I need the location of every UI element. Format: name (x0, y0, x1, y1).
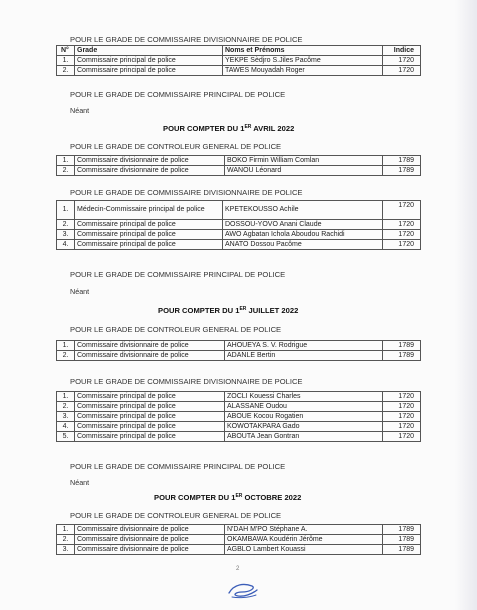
cell-grade: Commissaire principal de police (75, 230, 223, 240)
date-sup: ER (244, 124, 252, 130)
cell-index: 1720 (383, 392, 421, 402)
cell-number: 2. (57, 402, 75, 412)
page-number: 2 (236, 566, 240, 572)
table-row (57, 341, 421, 351)
cell-name: ZOCLI Kouessi Charles (225, 392, 383, 402)
cell-grade: Médecin-Commissaire principal de police (75, 201, 223, 220)
table-row (57, 422, 421, 432)
cell-name: AHOUEYA S. V. Rodrigue (225, 341, 383, 351)
cell-number: 1. (57, 156, 75, 166)
table-commissaire-divisionnaire-1 (56, 45, 421, 76)
cell-grade: Commissaire principal de police (75, 412, 225, 422)
cell-name: AWO Agbatan Ichola Aboudou Rachidi (223, 230, 383, 240)
cell-index: 1720 (383, 66, 421, 76)
cell-number: 1. (57, 56, 75, 66)
date-suffix: OCTOBRE 2022 (242, 493, 302, 502)
cell-name: N'DAH M'PO Stéphane A. (225, 525, 383, 535)
table-row (57, 412, 421, 422)
section-heading: POUR LE GRADE DE CONTROLEUR GENERAL DE POLICE (70, 142, 282, 151)
table-row (57, 535, 421, 545)
date-prefix: POUR COMPTER DU 1 (163, 124, 245, 133)
cell-index: 1720 (383, 412, 421, 422)
cell-number: 2. (57, 535, 75, 545)
cell-name: ANATO Dossou Pacôme (223, 240, 383, 250)
section-heading: POUR LE GRADE DE COMMISSAIRE PRINCIPAL DE POLICE (70, 270, 286, 279)
cell-index: 1789 (383, 545, 421, 555)
cell-index: 1720 (383, 432, 421, 442)
cell-number: 3. (57, 545, 75, 555)
table-row (57, 201, 421, 220)
cell-number: 2. (57, 66, 75, 76)
table-controleur-general-1 (56, 155, 421, 176)
cell-grade: Commissaire divisionnaire de police (75, 545, 225, 555)
cell-number: 4. (57, 422, 75, 432)
cell-number: 2. (57, 166, 75, 176)
cell-grade: Commissaire principal de police (75, 56, 223, 66)
date-prefix: POUR COMPTER DU 1 (158, 306, 240, 315)
cell-name: ABOUTA Jean Gontran (225, 432, 383, 442)
cell-name: OKAMBAWA Koudérin Jérôme (225, 535, 383, 545)
cell-name: ALASSANE Oudou (225, 402, 383, 412)
cell-name: WANOU Léonard (225, 166, 383, 176)
cell-index: 1789 (383, 341, 421, 351)
cell-name: YEKPE Sèdjro S.Jiles Pacôme (223, 56, 383, 66)
effective-date-heading (163, 124, 294, 133)
cell-grade: Commissaire principal de police (75, 240, 223, 250)
cell-number: 3. (57, 412, 75, 422)
table-commissaire-divisionnaire-2 (56, 200, 421, 250)
cell-grade: Commissaire divisionnaire de police (75, 535, 225, 545)
cell-number: 3. (57, 230, 75, 240)
signature-mark (226, 580, 260, 600)
table-row (57, 166, 421, 176)
cell-index: 1720 (383, 201, 421, 220)
cell-index: 1789 (383, 351, 421, 361)
cell-index: 1720 (383, 230, 421, 240)
column-header: Grade (75, 46, 223, 56)
date-suffix: AVRIL 2022 (251, 124, 295, 133)
cell-name: TAWES Mouyadah Roger (223, 66, 383, 76)
table-row (57, 392, 421, 402)
cell-name: ADANLE Bertin (225, 351, 383, 361)
date-suffix: JUILLET 2022 (246, 306, 299, 315)
cell-name: ABOUE Kocou Rogatien (225, 412, 383, 422)
cell-grade: Commissaire principal de police (75, 422, 225, 432)
table-row (57, 66, 421, 76)
effective-date-heading (158, 306, 298, 315)
cell-grade: Commissaire principal de police (75, 392, 225, 402)
table-row (57, 525, 421, 535)
table-controleur-general-3 (56, 524, 421, 555)
table-row (57, 351, 421, 361)
column-header: N° (57, 46, 75, 56)
table-commissaire-divisionnaire-3 (56, 391, 421, 442)
table-row (57, 240, 421, 250)
section-heading: POUR LE GRADE DE COMMISSAIRE PRINCIPAL DE POLICE (70, 90, 286, 99)
page-edge-shadow (455, 0, 477, 610)
column-header: Indice (383, 46, 421, 56)
table-row (57, 220, 421, 230)
section-heading: POUR LE GRADE DE COMMISSAIRE DIVISIONNAIRE DE POLICE (70, 35, 303, 44)
table-controleur-general-2 (56, 340, 421, 361)
cell-index: 1720 (383, 240, 421, 250)
cell-grade: Commissaire divisionnaire de police (75, 351, 225, 361)
cell-index: 1720 (383, 402, 421, 412)
neant-text: Néant (70, 287, 90, 296)
cell-grade: Commissaire divisionnaire de police (75, 166, 225, 176)
table-row (57, 432, 421, 442)
cell-grade: Commissaire divisionnaire de police (75, 156, 225, 166)
cell-number: 4. (57, 240, 75, 250)
table-header-row (57, 46, 421, 56)
cell-name: KPETEKOUSSO Achile (223, 201, 383, 220)
cell-grade: Commissaire principal de police (75, 220, 223, 230)
cell-index: 1789 (383, 156, 421, 166)
neant-text: Néant (70, 478, 90, 487)
cell-name: BOKO Firmin William Comlan (225, 156, 383, 166)
cell-index: 1720 (383, 56, 421, 66)
date-prefix: POUR COMPTER DU 1 (154, 493, 236, 502)
neant-text: Néant (70, 106, 90, 115)
table-row (57, 230, 421, 240)
cell-index: 1789 (383, 166, 421, 176)
section-heading: POUR LE GRADE DE COMMISSAIRE DIVISIONNAIRE DE POLICE (70, 188, 303, 197)
column-header: Noms et Prénoms (223, 46, 383, 56)
cell-index: 1720 (383, 422, 421, 432)
cell-grade: Commissaire principal de police (75, 402, 225, 412)
table-row (57, 56, 421, 66)
cell-name: KOWOTAKPARA Gado (225, 422, 383, 432)
table-row (57, 402, 421, 412)
cell-index: 1789 (383, 535, 421, 545)
cell-number: 1. (57, 341, 75, 351)
table-row (57, 545, 421, 555)
cell-grade: Commissaire principal de police (75, 432, 225, 442)
cell-grade: Commissaire divisionnaire de police (75, 341, 225, 351)
cell-name: DOSSOU-YOVO Anani Claude (223, 220, 383, 230)
cell-grade: Commissaire divisionnaire de police (75, 525, 225, 535)
cell-number: 2. (57, 351, 75, 361)
cell-index: 1720 (383, 220, 421, 230)
cell-grade: Commissaire principal de police (75, 66, 223, 76)
section-heading: POUR LE GRADE DE COMMISSAIRE DIVISIONNAIRE DE POLICE (70, 377, 303, 386)
section-heading: POUR LE GRADE DE CONTROLEUR GENERAL DE POLICE (70, 511, 282, 520)
date-sup: ER (235, 493, 243, 499)
cell-number: 5. (57, 432, 75, 442)
cell-index: 1789 (383, 525, 421, 535)
date-sup: ER (239, 306, 247, 312)
effective-date-heading (154, 493, 301, 502)
cell-number: 1. (57, 525, 75, 535)
cell-name: AGBLO Lambert Kouassi (225, 545, 383, 555)
cell-number: 2. (57, 220, 75, 230)
cell-number: 1. (57, 392, 75, 402)
cell-number: 1. (57, 201, 75, 220)
section-heading: POUR LE GRADE DE CONTROLEUR GENERAL DE POLICE (70, 325, 282, 334)
section-heading: POUR LE GRADE DE COMMISSAIRE PRINCIPAL DE POLICE (70, 462, 286, 471)
table-row (57, 156, 421, 166)
